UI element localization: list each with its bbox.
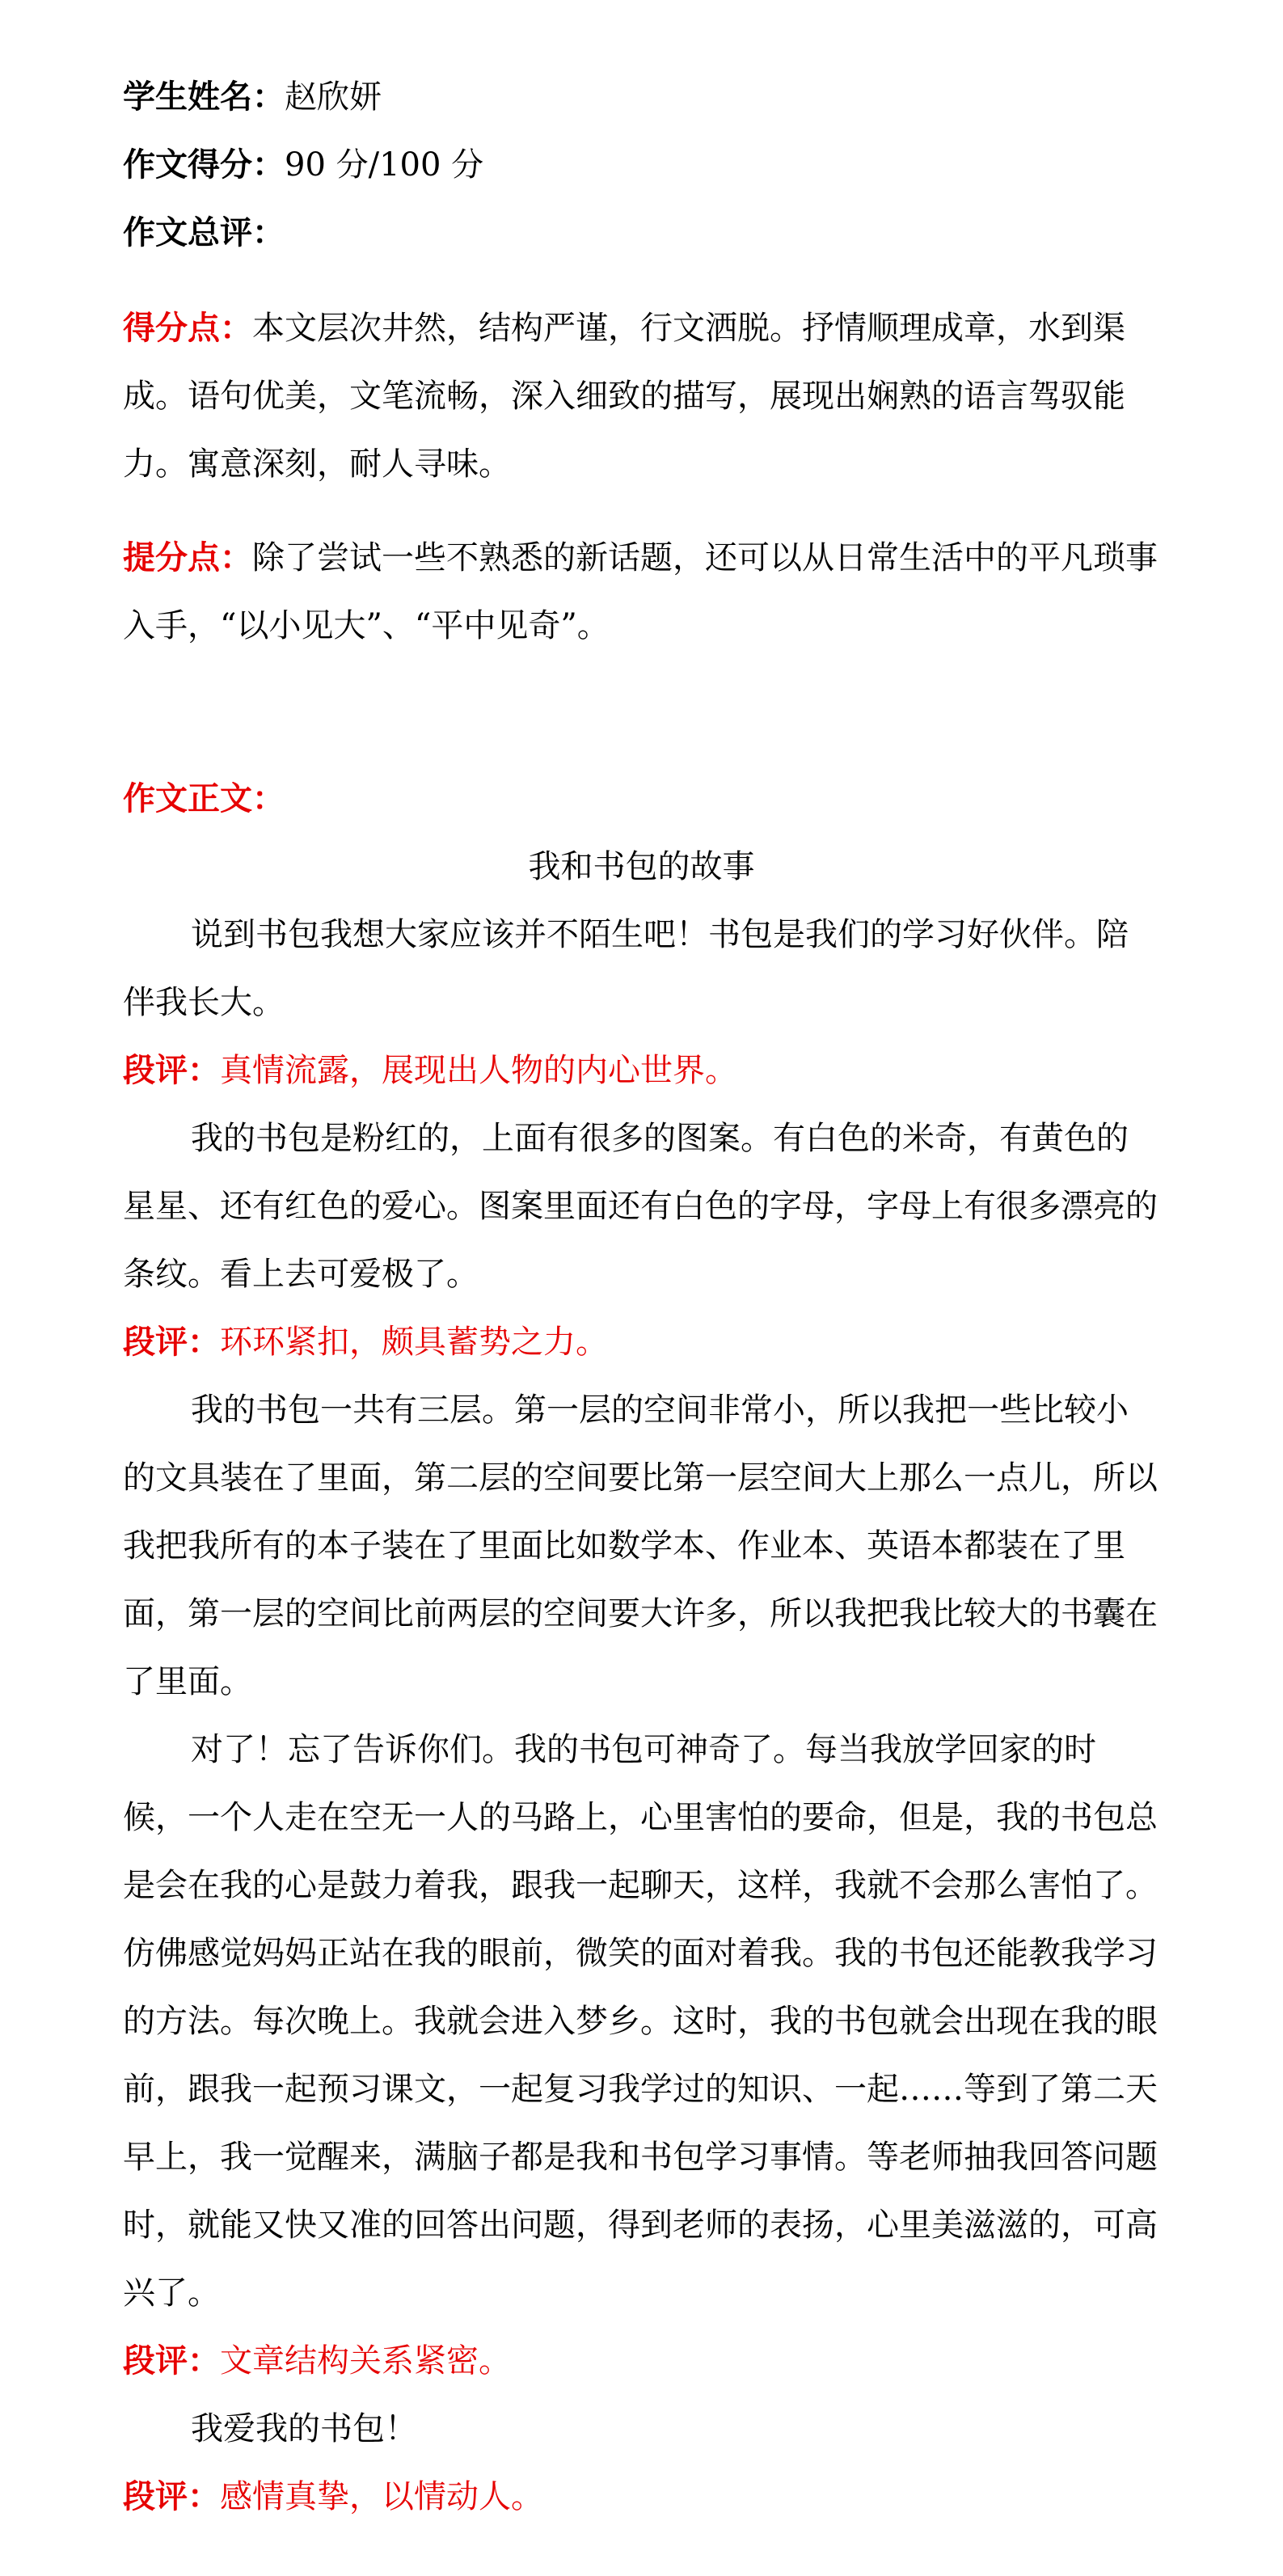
student-name-value: 赵欣妍	[285, 78, 382, 116]
essay-paragraph-5: 我爱我的书包！	[191, 2410, 417, 2447]
paragraph-comment-1: 段评：真情流露，展现出人物的内心世界。	[123, 1051, 737, 1089]
strengths-label: 得分点：	[123, 309, 252, 347]
student-name-label: 学生姓名：	[123, 78, 285, 116]
essay-label: 作文正文：	[123, 779, 285, 817]
paragraph-comment-3: 段评：文章结构关系紧密。	[123, 2342, 511, 2380]
paragraph-comment-4: 段评：感情真挚，以情动人。	[123, 2477, 543, 2515]
paragraph-comment-2: 段评：环环紧扣，颇具蓄势之力。	[123, 1323, 608, 1361]
score-value: 90 分/100 分	[285, 146, 484, 184]
improve-label: 提分点：	[123, 538, 252, 576]
overall-label: 作文总评：	[123, 213, 285, 251]
essay-paragraph-2: 我的书包是粉红的，上面有很多的图案。有白色的米奇，有黄色的星星、还有红色的爱心。图案里面还有白色的字母，字母上有很多漂亮的条纹。看上去可爱极了。	[123, 1120, 1158, 1293]
essay-paragraph-3: 我的书包一共有三层。第一层的空间非常小，所以我把一些比较小的文具装在了里面，第二层的空间要比第一层空间大上那么一点儿，所以我把我所有的本子装在了里面比如数学本、作业本、英语本都装在了里面，第一层的空间比前两层的空间要大许多，所以我把我比较大的书囊在了里面。	[123, 1391, 1158, 1700]
improve-paragraph	[123, 524, 1160, 660]
student-name-line	[123, 63, 1160, 131]
essay-paragraph-4: 对了！忘了告诉你们。我的书包可神奇了。每当我放学回家的时候，一个人走在空无一人的马路上，心里害怕的要命，但是，我的书包总是会在我的心是鼓力着我，跟我一起聊天，这样，我就不会那么害怕了。仿佛感觉妈妈正站在我的眼前，微笑的面对着我。我的书包还能教我学习的方法。每次晚上。我就会进入梦乡。这时，我的书包就会出现在我的眼前，跟我一起预习课文，一起复习我学过的知识、一起……等到了第二天早上，我一觉醒来，满脑子都是我和书包学习事情。等老师抽我回答问题时，就能又快又准的回答出问题，得到老师的表扬，心里美滋滋的，可高兴了。	[123, 1731, 1158, 2312]
strengths-paragraph	[123, 294, 1160, 498]
essay-paragraph-1: 说到书包我想大家应该并不陌生吧！书包是我们的学习好伙伴。陪伴我长大。	[123, 916, 1129, 1021]
score-line	[123, 131, 1160, 199]
score-label: 作文得分：	[123, 146, 285, 184]
essay-title: 我和书包的故事	[528, 848, 755, 885]
strengths-text: 本文层次井然，结构严谨，行文洒脱。抒情顺理成章，水到渠成。语句优美，文笔流畅，深入细致的描写，展现出娴熟的语言驾驭能力。寓意深刻，耐人寻味。	[123, 310, 1125, 483]
improve-text: 除了尝试一些不熟悉的新话题，还可以从日常生活中的平凡琐事入手，“以小见大”、“平中见奇”。	[123, 539, 1158, 644]
